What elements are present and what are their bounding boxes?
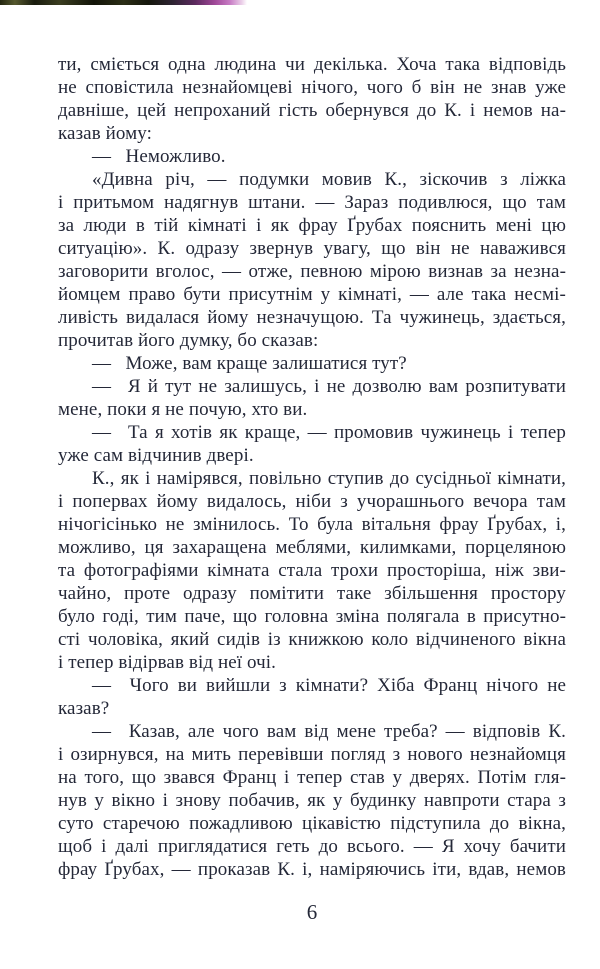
- page-text: [58, 53, 566, 881]
- text-line: — Я й тут не залишусь, і не дозволю вам розпитувати: [92, 376, 566, 397]
- text-line: уже сам відчинив двері.: [58, 445, 254, 466]
- text-line: чайно, проте одразу помітити таке збільшення простору: [58, 583, 566, 604]
- text-line: і притьмом надягнув штани. — Зараз подивлюся, що там: [58, 192, 566, 213]
- text-line: мене, поки я не почую, хто ви.: [58, 399, 308, 420]
- text-line: — Чого ви вийшли з кімнати? Хіба Франц нічого не: [92, 675, 566, 696]
- text-line: нув у вікно і знову побачив, як у будинку навпроти стара з: [58, 790, 566, 811]
- text-line: і тепер відірвав від неї очі.: [58, 652, 276, 673]
- text-line: давніше, цей непроханий гість обернувся до К. і немов на-: [58, 100, 566, 121]
- text-line: К., як і намірявся, повільно ступив до сусідньої кімнати,: [92, 468, 566, 489]
- text-line: йомцем право бути присутнім у кімнаті, — але така несмі-: [58, 284, 566, 305]
- text-line: можливо, ця захаращена меблями, килимками, порцеляною: [58, 537, 566, 558]
- text-line: і озирнувся, на мить перевівши погляд з нового незнайомця: [58, 744, 566, 765]
- text-line: — Неможливо.: [92, 146, 226, 167]
- text-line: ливість видалася йому незначущою. Та чужинець, здається,: [58, 307, 566, 328]
- text-line: нічогісінько не змінилось. То була вітальня фрау Ґрубах, і,: [58, 514, 566, 535]
- text-line: щоб і далі приглядатися геть до всього. — Я хочу бачити: [58, 836, 566, 857]
- text-line: і попервах йому видалось, ніби з учорашнього вечора там: [58, 491, 566, 512]
- text-line: заговорити вголос, — отже, певною мірою визнав за незна-: [58, 261, 566, 282]
- page-number: 6: [306, 900, 318, 924]
- text-line: казав йому:: [58, 123, 152, 144]
- text-line: було годі, тим паче, що головна зміна полягала в присутно-: [58, 606, 566, 627]
- text-line: фрау Ґрубах, — проказав К. і, наміряючись іти, вдав, немов: [58, 859, 566, 880]
- text-line: — Казав, але чого вам від мене треба? — відповів К.: [92, 721, 566, 742]
- text-line: казав?: [58, 698, 110, 719]
- text-line: ти, сміється одна людина чи декілька. Хоча така відповідь: [58, 54, 566, 75]
- text-line: суто старечою пожадливою цікавістю підступила до вікна,: [58, 813, 566, 834]
- text-line: сті чоловіка, який сидів із книжкою коло відчиненого вікна: [58, 629, 566, 650]
- text-line: прочитав його думку, бо сказав:: [58, 330, 319, 351]
- text-line: та фотографіями кімната стала трохи просторіша, ніж зви-: [58, 560, 566, 581]
- text-line: не сповістила незнайомцеві нічого, чого б він не знав уже: [58, 77, 566, 98]
- text-line: — Та я хотів як краще, — промовив чужинець і тепер: [92, 422, 566, 443]
- text-line: «Дивна річ, — подумки мовив К., зіскочив з ліжка: [92, 169, 566, 190]
- text-line: за люди в тій кімнаті і як фрау Ґрубах пояснить мені цю: [58, 215, 566, 236]
- text-line: на того, що звався Франц і тепер став у дверях. Потім гля-: [58, 767, 566, 788]
- text-line: ситуацію». К. одразу звернув увагу, що він не наважився: [58, 238, 566, 259]
- scan-artifact-strip: [0, 0, 247, 5]
- text-line: — Може, вам краще залишатися тут?: [92, 353, 407, 374]
